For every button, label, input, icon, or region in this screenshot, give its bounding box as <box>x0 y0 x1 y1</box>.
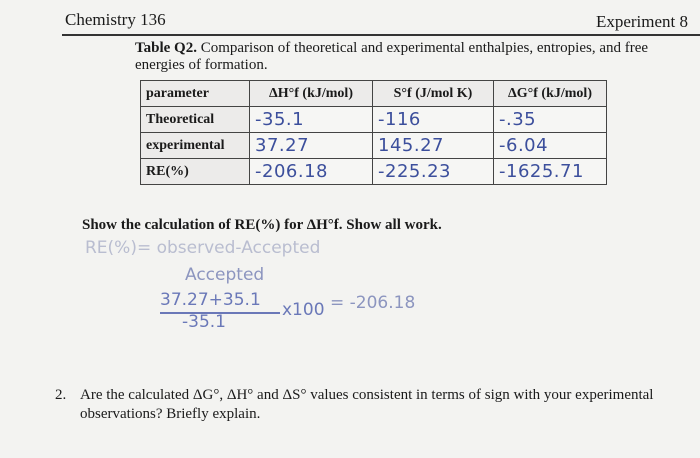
table-cell: -35.1 <box>250 107 373 133</box>
question-2-number: 2. <box>55 387 67 403</box>
column-header: ΔH°f (kJ/mol) <box>250 81 373 107</box>
row-label: RE(%) <box>141 159 250 185</box>
handwritten-denominator: -35.1 <box>182 312 226 332</box>
course-title: Chemistry 136 <box>65 10 166 29</box>
table-cell: -6.04 <box>494 133 607 159</box>
column-header: S°f (J/mol K) <box>373 81 494 107</box>
table-cell: 145.27 <box>373 133 494 159</box>
table-caption <box>135 40 680 74</box>
handwritten-accepted: Accepted <box>185 265 265 285</box>
handwritten-numerator: 37.27+35.1 <box>160 290 261 310</box>
row-label: experimental <box>141 133 250 159</box>
table-header-row <box>141 81 607 107</box>
question-2-text: Are the calculated ΔG°, ΔH° and ΔS° values consistent in terms of sign with your experimental observations? Briefly explain. <box>80 387 654 422</box>
table-cell: -116 <box>373 107 494 133</box>
column-header: parameter <box>141 81 250 107</box>
table-cell: 37.27 <box>250 133 373 159</box>
table-cell: -1625.71 <box>494 159 607 185</box>
question-1: Show the calculation of RE(%) for ΔH°f. Show all work. <box>82 217 442 233</box>
table-row <box>141 133 607 159</box>
handwritten-result: = -206.18 <box>330 293 416 313</box>
table-row <box>141 107 607 133</box>
handwritten-formula: RE(%)= observed-Accepted <box>85 238 321 258</box>
row-label: Theoretical <box>141 107 250 133</box>
header-rule <box>62 34 700 36</box>
column-header: ΔG°f (kJ/mol) <box>494 81 607 107</box>
handwritten-multiplier: x100 <box>282 300 325 320</box>
table-cell: -206.18 <box>250 159 373 185</box>
experiment-title: Experiment 8 <box>595 12 688 31</box>
table-cell: -225.23 <box>373 159 494 185</box>
caption-label: Table Q2. <box>135 40 197 56</box>
table-cell: -.35 <box>494 107 607 133</box>
data-table <box>140 80 607 185</box>
caption-text: Comparison of theoretical and experimental enthalpies, entropies, and free energies of formation. <box>135 40 649 73</box>
table-row <box>141 159 607 185</box>
